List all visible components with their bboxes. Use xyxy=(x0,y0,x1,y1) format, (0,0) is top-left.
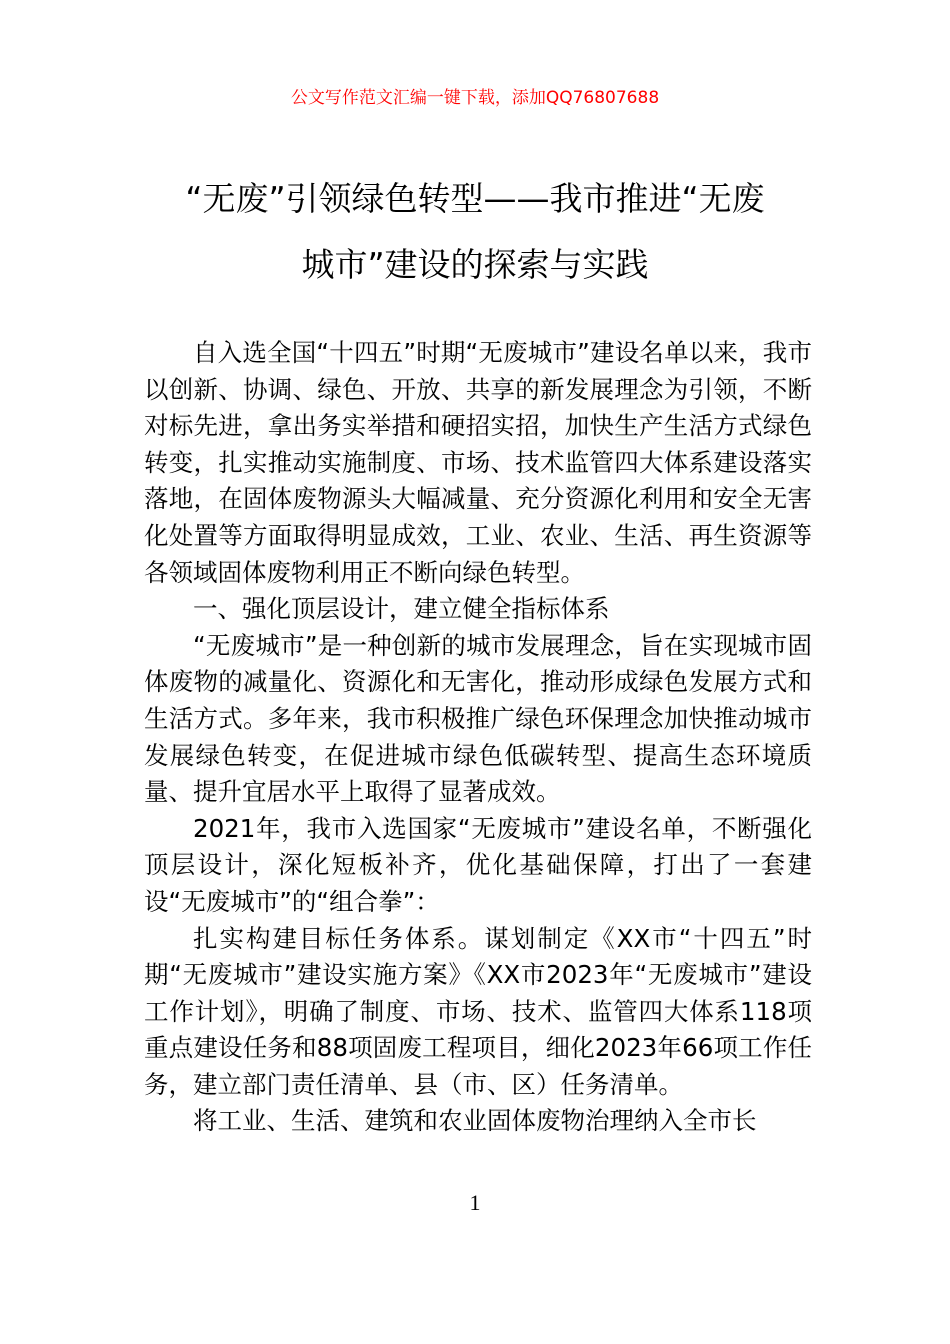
page-number: 1 xyxy=(469,1190,481,1215)
paragraph-concept: “无废城市”是一种创新的城市发展理念，旨在实现城市固体废物的减量化、资源化和无害化，推动形成绿色发展方式和生活方式。多年来，我市积极推广绿色环保理念加快推动城市发展绿色转变，在促进城市绿色低碳转型、提高生态环境质量、提升宜居水平上取得了显著成效。 xyxy=(144,630,812,807)
document-title xyxy=(140,166,810,298)
paragraph-intro: 自入选全国“十四五”时期“无废城市”建设名单以来，我市以创新、协调、绿色、开放、共享的新发展理念为引领，不断对标先进，拿出务实举措和硬招实招，加快生产生活方式绿色转变，扎实推动实施制度、市场、技术监管四大体系建设落实落地，在固体废物源头大幅减量、充分资源化利用和安全无害化处置等方面取得明显成效，工业、农业、生活、再生资源等各领域固体废物利用正不断向绿色转型。 xyxy=(144,338,812,587)
document-body xyxy=(144,335,812,1140)
document-title-line-2: 城市”建设的探索与实践 xyxy=(301,245,649,284)
paragraph-target-system: 扎实构建目标任务体系。谋划制定《XX市“十四五”时期“无废城市”建设实施方案》《XX市2023年“无废城市”建设工作计划》，明确了制度、市场、技术、监管四大体系118项重点建设任务和88项固废工程项目，细化2023年66项工作任务，建立部门责任清单、县（市、区）任务清单。 xyxy=(144,923,812,1099)
section-heading-1: 一、强化顶层设计，建立健全指标体系 xyxy=(193,594,610,624)
download-notice: 公文写作范文汇编一键下载，添加QQ76807688 xyxy=(290,88,660,108)
document-title-line-1: “无废”引领绿色转型——我市推进“无废 xyxy=(185,179,765,218)
paragraph-2021: 2021年，我市入选国家“无废城市”建设名单，不断强化顶层设计，深化短板补齐，优化基础保障，打出了一套建设“无废城市”的“组合拳”： xyxy=(144,813,812,916)
paragraph-continued: 将工业、生活、建筑和农业固体废物治理纳入全市长 xyxy=(193,1106,757,1136)
